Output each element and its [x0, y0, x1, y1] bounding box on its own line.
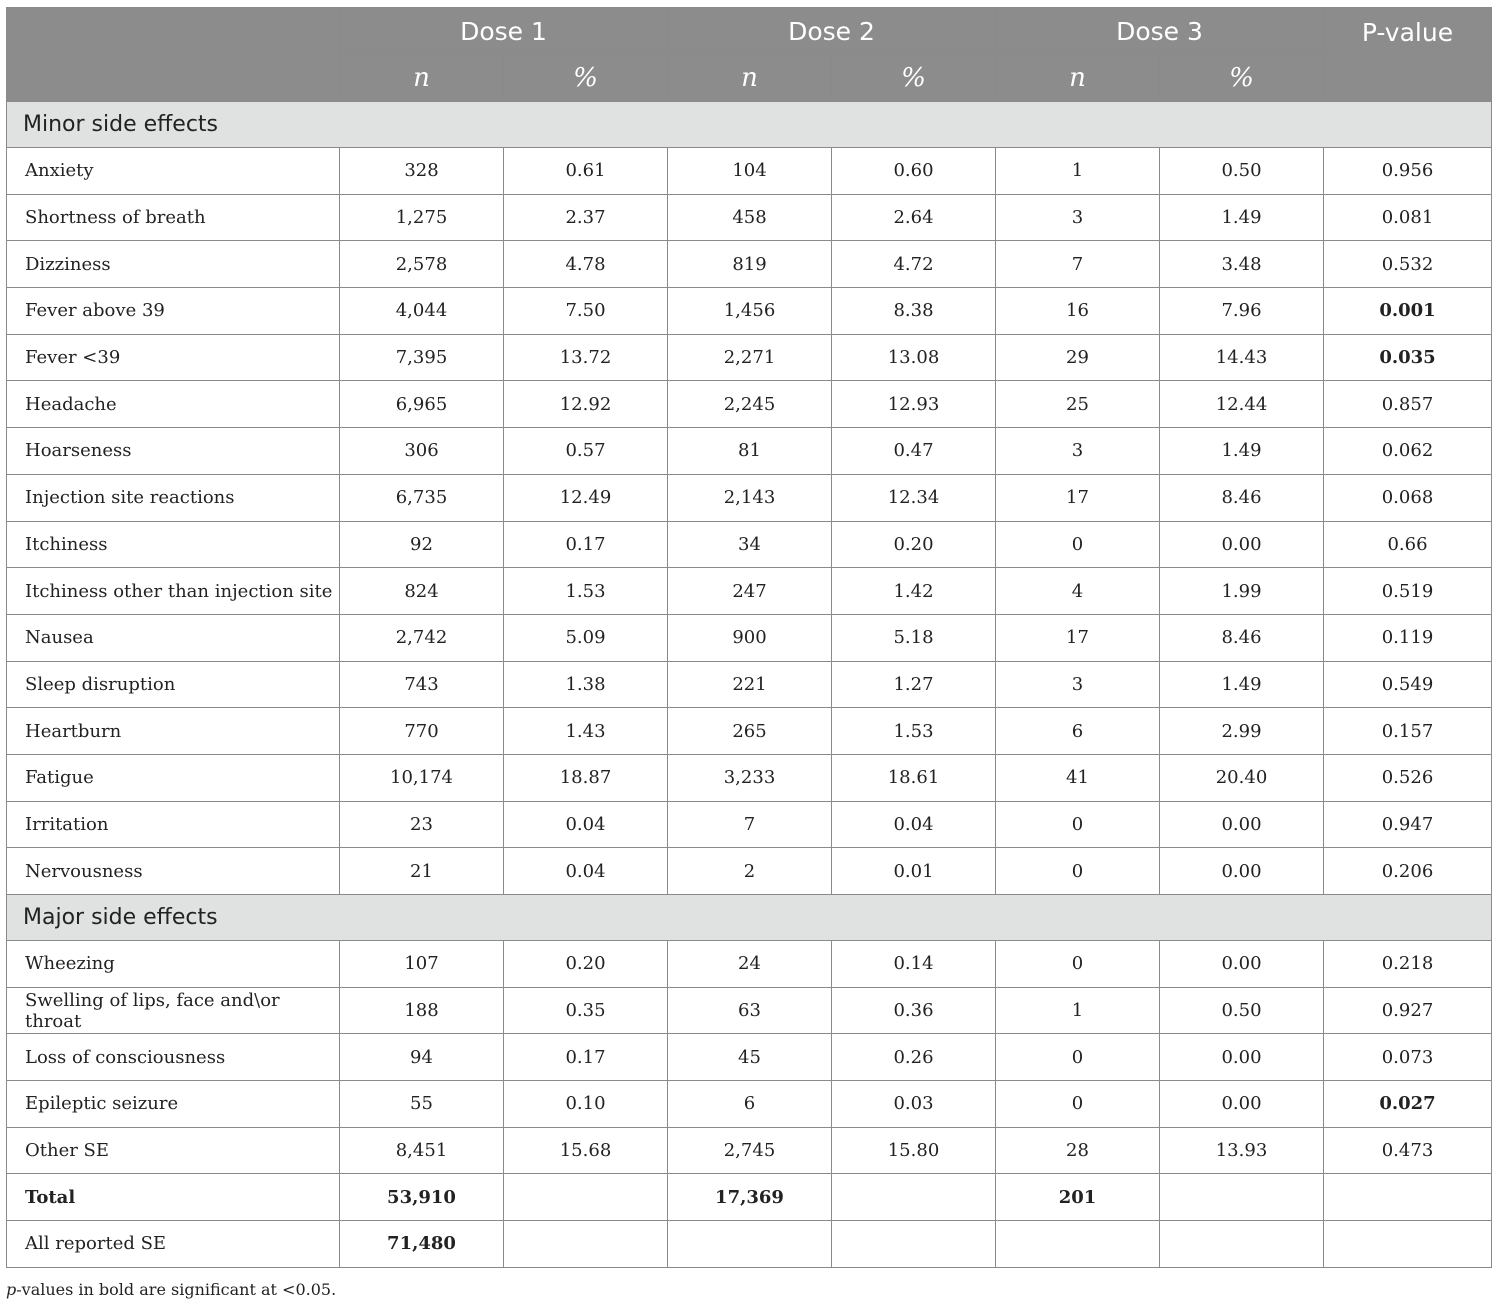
- cell-p: 0.206: [1324, 848, 1492, 895]
- cell-d3p: 8.46: [1160, 614, 1324, 661]
- table-row: [7, 241, 1492, 288]
- cell-label: Itchiness: [7, 521, 340, 568]
- total-label: Total: [7, 1174, 340, 1221]
- cell-d1n: 188: [340, 987, 504, 1034]
- cell-p: 0.119: [1324, 614, 1492, 661]
- section-minor: [7, 102, 1492, 148]
- cell-d2p: 0.36: [832, 987, 996, 1034]
- cell-p: 0.035: [1324, 334, 1492, 381]
- cell-d2n: 2: [668, 848, 832, 895]
- footnote-italic: p: [6, 1280, 17, 1299]
- cell-d1p: 0.57: [504, 428, 668, 475]
- empty-cell: [832, 1221, 996, 1268]
- header-dose3-n: n: [996, 55, 1160, 102]
- cell-d3p: 0.00: [1160, 848, 1324, 895]
- cell-d2n: 2,271: [668, 334, 832, 381]
- cell-d2n: 81: [668, 428, 832, 475]
- empty-cell: [504, 1221, 668, 1268]
- cell-label: Dizziness: [7, 241, 340, 288]
- cell-p: 0.081: [1324, 194, 1492, 241]
- cell-d1p: 4.78: [504, 241, 668, 288]
- cell-d1p: 0.20: [504, 941, 668, 988]
- cell-d1p: 1.38: [504, 661, 668, 708]
- cell-p: 0.001: [1324, 288, 1492, 335]
- table-row: [7, 848, 1492, 895]
- cell-d1n: 2,742: [340, 614, 504, 661]
- cell-d3n: 3: [996, 428, 1160, 475]
- cell-p: 0.956: [1324, 148, 1492, 195]
- cell-d3p: 0.50: [1160, 148, 1324, 195]
- cell-d1p: 1.43: [504, 708, 668, 755]
- table-row: [7, 754, 1492, 801]
- cell-d1p: 12.92: [504, 381, 668, 428]
- cell-d2n: 63: [668, 987, 832, 1034]
- empty-cell: [996, 1221, 1160, 1268]
- cell-label: Fatigue: [7, 754, 340, 801]
- footnote: [6, 1280, 336, 1299]
- cell-d3p: 3.48: [1160, 241, 1324, 288]
- cell-d1n: 107: [340, 941, 504, 988]
- cell-d1p: 0.04: [504, 801, 668, 848]
- cell-p: 0.473: [1324, 1127, 1492, 1174]
- cell-d3p: 14.43: [1160, 334, 1324, 381]
- empty-cell: [1324, 1174, 1492, 1221]
- cell-d2n: 247: [668, 568, 832, 615]
- cell-d3p: 1.49: [1160, 661, 1324, 708]
- cell-d1n: 23: [340, 801, 504, 848]
- cell-label: Irritation: [7, 801, 340, 848]
- cell-d2n: 3,233: [668, 754, 832, 801]
- cell-d3p: 1.99: [1160, 568, 1324, 615]
- table-row: [7, 194, 1492, 241]
- cell-label: Anxiety: [7, 148, 340, 195]
- cell-d3n: 0: [996, 941, 1160, 988]
- cell-d2p: 0.26: [832, 1034, 996, 1081]
- side-effects-table: [6, 7, 1492, 1268]
- cell-label: Fever above 39: [7, 288, 340, 335]
- total-d3n: 201: [996, 1174, 1160, 1221]
- cell-label: Epileptic seizure: [7, 1081, 340, 1128]
- total-d1n: 53,910: [340, 1174, 504, 1221]
- footnote-text: -values in bold are significant at <0.05.: [16, 1280, 337, 1299]
- cell-d2n: 34: [668, 521, 832, 568]
- cell-label: Nervousness: [7, 848, 340, 895]
- all-reported-row: [7, 1221, 1492, 1268]
- empty-cell: [832, 1174, 996, 1221]
- cell-label: Sleep disruption: [7, 661, 340, 708]
- cell-d3p: 1.49: [1160, 428, 1324, 475]
- cell-d1n: 4,044: [340, 288, 504, 335]
- header-blank: [7, 8, 340, 102]
- cell-d2n: 1,456: [668, 288, 832, 335]
- side-effects-table-container: [6, 7, 1492, 1268]
- cell-d3n: 6: [996, 708, 1160, 755]
- cell-d1n: 8,451: [340, 1127, 504, 1174]
- cell-p: 0.927: [1324, 987, 1492, 1034]
- cell-p: 0.157: [1324, 708, 1492, 755]
- cell-d2n: 221: [668, 661, 832, 708]
- cell-d1n: 2,578: [340, 241, 504, 288]
- table-row: [7, 148, 1492, 195]
- cell-d2n: 2,143: [668, 474, 832, 521]
- cell-label: Wheezing: [7, 941, 340, 988]
- table-row: [7, 801, 1492, 848]
- cell-d3p: 20.40: [1160, 754, 1324, 801]
- header-dose1: Dose 1: [340, 8, 668, 55]
- cell-d2n: 24: [668, 941, 832, 988]
- cell-d3p: 1.49: [1160, 194, 1324, 241]
- cell-d1n: 6,965: [340, 381, 504, 428]
- cell-d2p: 15.80: [832, 1127, 996, 1174]
- cell-d1n: 743: [340, 661, 504, 708]
- cell-label: Shortness of breath: [7, 194, 340, 241]
- header-dose2: Dose 2: [668, 8, 996, 55]
- cell-d1n: 328: [340, 148, 504, 195]
- cell-d1p: 0.17: [504, 1034, 668, 1081]
- cell-d2n: 2,745: [668, 1127, 832, 1174]
- cell-p: 0.857: [1324, 381, 1492, 428]
- cell-d2p: 0.01: [832, 848, 996, 895]
- cell-label: Itchiness other than injection site: [7, 568, 340, 615]
- header-dose2-pct: %: [832, 55, 996, 102]
- header-dose2-n: n: [668, 55, 832, 102]
- cell-d2p: 8.38: [832, 288, 996, 335]
- cell-d3n: 0: [996, 801, 1160, 848]
- cell-d1p: 5.09: [504, 614, 668, 661]
- cell-d1p: 13.72: [504, 334, 668, 381]
- cell-d1p: 0.35: [504, 987, 668, 1034]
- cell-label: Hoarseness: [7, 428, 340, 475]
- cell-d1p: 18.87: [504, 754, 668, 801]
- cell-d3n: 25: [996, 381, 1160, 428]
- cell-d1n: 94: [340, 1034, 504, 1081]
- cell-d3n: 7: [996, 241, 1160, 288]
- cell-d3n: 17: [996, 474, 1160, 521]
- cell-d1n: 55: [340, 1081, 504, 1128]
- cell-label: Injection site reactions: [7, 474, 340, 521]
- empty-cell: [668, 1221, 832, 1268]
- cell-d3n: 4: [996, 568, 1160, 615]
- cell-d1p: 0.10: [504, 1081, 668, 1128]
- cell-d3n: 3: [996, 194, 1160, 241]
- cell-d2p: 0.04: [832, 801, 996, 848]
- table-row: [7, 521, 1492, 568]
- cell-d3n: 1: [996, 987, 1160, 1034]
- table-row: [7, 1081, 1492, 1128]
- cell-p: 0.068: [1324, 474, 1492, 521]
- cell-d1p: 7.50: [504, 288, 668, 335]
- cell-label: Fever <39: [7, 334, 340, 381]
- cell-d1n: 1,275: [340, 194, 504, 241]
- section-major: [7, 895, 1492, 941]
- cell-d3n: 0: [996, 521, 1160, 568]
- cell-d3p: 2.99: [1160, 708, 1324, 755]
- cell-d3n: 17: [996, 614, 1160, 661]
- cell-d1p: 2.37: [504, 194, 668, 241]
- cell-d3n: 1: [996, 148, 1160, 195]
- cell-label: Swelling of lips, face and\or throat: [7, 987, 340, 1034]
- cell-d3n: 0: [996, 848, 1160, 895]
- cell-d2p: 4.72: [832, 241, 996, 288]
- cell-d3p: 8.46: [1160, 474, 1324, 521]
- cell-p: 0.549: [1324, 661, 1492, 708]
- cell-d2p: 12.34: [832, 474, 996, 521]
- cell-d3n: 3: [996, 661, 1160, 708]
- table-row: [7, 987, 1492, 1034]
- cell-d2n: 104: [668, 148, 832, 195]
- cell-d2p: 2.64: [832, 194, 996, 241]
- table-row: [7, 1127, 1492, 1174]
- table-row: [7, 381, 1492, 428]
- cell-d2n: 458: [668, 194, 832, 241]
- table-row: [7, 334, 1492, 381]
- cell-d2p: 0.14: [832, 941, 996, 988]
- header-pvalue: P-value: [1324, 8, 1492, 102]
- cell-d2n: 6: [668, 1081, 832, 1128]
- cell-d3p: 0.00: [1160, 1034, 1324, 1081]
- cell-d1p: 0.17: [504, 521, 668, 568]
- cell-p: 0.66: [1324, 521, 1492, 568]
- cell-d1n: 21: [340, 848, 504, 895]
- empty-cell: [1160, 1221, 1324, 1268]
- table-row: [7, 428, 1492, 475]
- cell-p: 0.218: [1324, 941, 1492, 988]
- cell-d3p: 0.00: [1160, 941, 1324, 988]
- section-minor-label: Minor side effects: [7, 102, 1492, 148]
- header-dose1-n: n: [340, 55, 504, 102]
- cell-d1n: 306: [340, 428, 504, 475]
- cell-p: 0.532: [1324, 241, 1492, 288]
- cell-d3p: 0.00: [1160, 521, 1324, 568]
- cell-d2p: 1.42: [832, 568, 996, 615]
- cell-d2p: 18.61: [832, 754, 996, 801]
- cell-d1n: 824: [340, 568, 504, 615]
- cell-p: 0.519: [1324, 568, 1492, 615]
- empty-cell: [504, 1174, 668, 1221]
- total-d2n: 17,369: [668, 1174, 832, 1221]
- cell-d2p: 5.18: [832, 614, 996, 661]
- cell-p: 0.526: [1324, 754, 1492, 801]
- cell-p: 0.027: [1324, 1081, 1492, 1128]
- cell-d3n: 28: [996, 1127, 1160, 1174]
- header-dose3: Dose 3: [996, 8, 1324, 55]
- cell-d1p: 1.53: [504, 568, 668, 615]
- table-row: [7, 474, 1492, 521]
- cell-label: Heartburn: [7, 708, 340, 755]
- cell-d3p: 0.00: [1160, 1081, 1324, 1128]
- cell-d2n: 265: [668, 708, 832, 755]
- cell-d2n: 819: [668, 241, 832, 288]
- header-dose1-pct: %: [504, 55, 668, 102]
- cell-d1p: 0.61: [504, 148, 668, 195]
- cell-d3p: 0.00: [1160, 801, 1324, 848]
- cell-d1n: 7,395: [340, 334, 504, 381]
- cell-d3p: 7.96: [1160, 288, 1324, 335]
- cell-d2p: 0.20: [832, 521, 996, 568]
- empty-cell: [1160, 1174, 1324, 1221]
- cell-d2p: 0.47: [832, 428, 996, 475]
- header-dose3-pct: %: [1160, 55, 1324, 102]
- cell-d1n: 770: [340, 708, 504, 755]
- table-row: [7, 661, 1492, 708]
- all-reported-value: 71,480: [340, 1221, 504, 1268]
- cell-label: Loss of consciousness: [7, 1034, 340, 1081]
- cell-d3p: 12.44: [1160, 381, 1324, 428]
- cell-d1p: 12.49: [504, 474, 668, 521]
- cell-d2p: 1.27: [832, 661, 996, 708]
- cell-d3n: 41: [996, 754, 1160, 801]
- table-row: [7, 568, 1492, 615]
- cell-d3p: 13.93: [1160, 1127, 1324, 1174]
- cell-d1p: 15.68: [504, 1127, 668, 1174]
- table-row: [7, 708, 1492, 755]
- section-major-label: Major side effects: [7, 895, 1492, 941]
- cell-d2p: 0.60: [832, 148, 996, 195]
- cell-label: Other SE: [7, 1127, 340, 1174]
- table-row: [7, 614, 1492, 661]
- cell-d2p: 0.03: [832, 1081, 996, 1128]
- cell-d2p: 1.53: [832, 708, 996, 755]
- cell-label: Nausea: [7, 614, 340, 661]
- cell-d1n: 92: [340, 521, 504, 568]
- cell-d2n: 45: [668, 1034, 832, 1081]
- cell-p: 0.073: [1324, 1034, 1492, 1081]
- cell-d2n: 7: [668, 801, 832, 848]
- cell-p: 0.062: [1324, 428, 1492, 475]
- cell-d2p: 13.08: [832, 334, 996, 381]
- cell-d3n: 0: [996, 1081, 1160, 1128]
- cell-d2p: 12.93: [832, 381, 996, 428]
- cell-d3p: 0.50: [1160, 987, 1324, 1034]
- cell-p: 0.947: [1324, 801, 1492, 848]
- table-row: [7, 1034, 1492, 1081]
- cell-label: Headache: [7, 381, 340, 428]
- table-row: [7, 288, 1492, 335]
- cell-d1n: 10,174: [340, 754, 504, 801]
- all-reported-label: All reported SE: [7, 1221, 340, 1268]
- cell-d3n: 29: [996, 334, 1160, 381]
- empty-cell: [1324, 1221, 1492, 1268]
- table-row: [7, 941, 1492, 988]
- cell-d2n: 900: [668, 614, 832, 661]
- cell-d1p: 0.04: [504, 848, 668, 895]
- cell-d3n: 16: [996, 288, 1160, 335]
- cell-d1n: 6,735: [340, 474, 504, 521]
- cell-d3n: 0: [996, 1034, 1160, 1081]
- total-row: [7, 1174, 1492, 1221]
- cell-d2n: 2,245: [668, 381, 832, 428]
